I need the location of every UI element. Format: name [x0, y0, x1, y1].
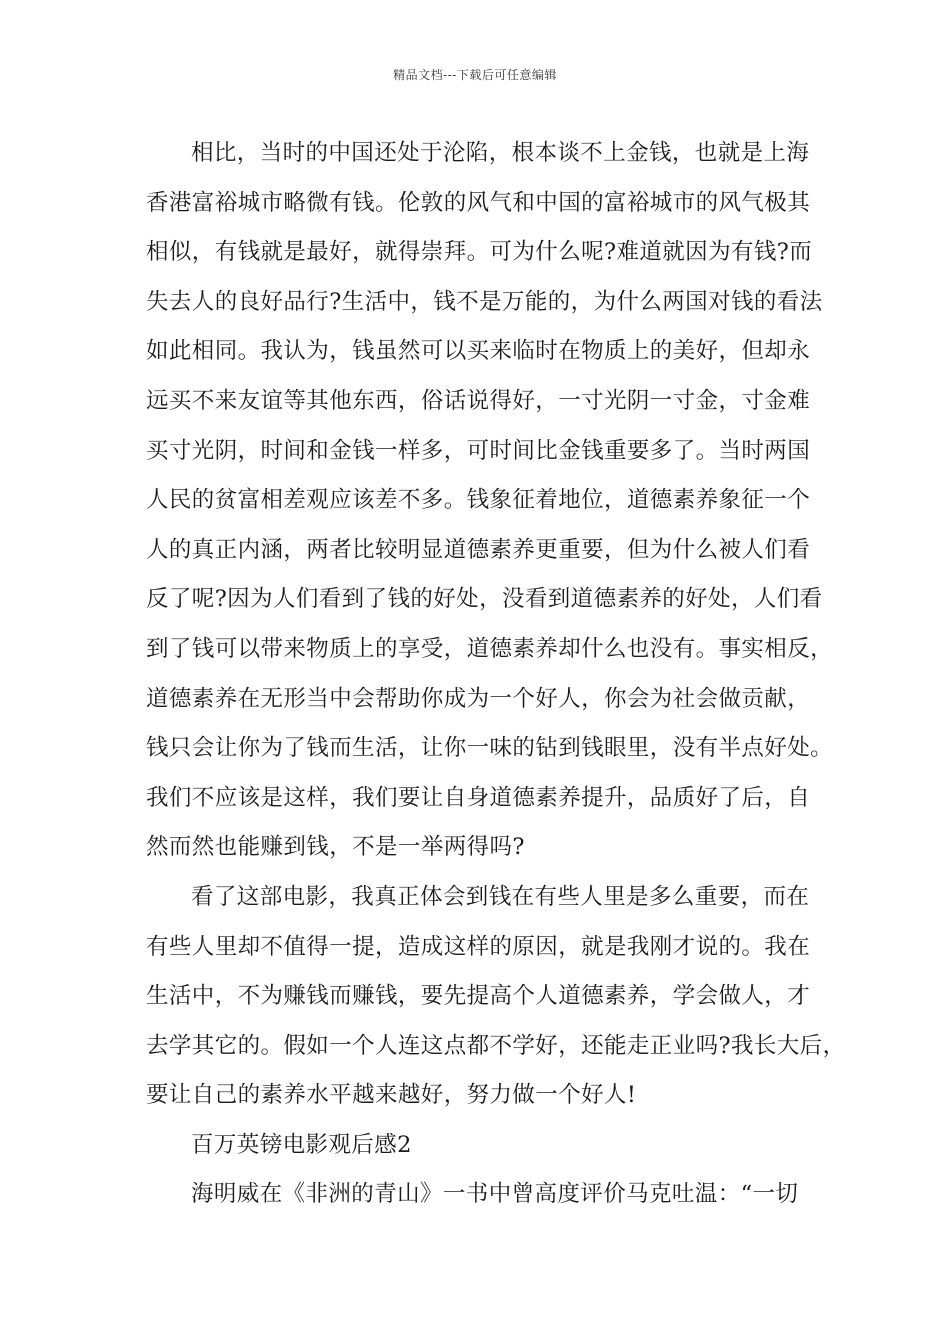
- paragraph-line: 看了这部电影，我真正体会到钱在有些人里是多么重要，而在: [191, 883, 810, 910]
- paragraph-line: 生活中，不为赚钱而赚钱，要先提高个人道德素养，学会做人，才: [146, 983, 811, 1010]
- paragraph-line: 道德素养在无形当中会帮助你成为一个好人，你会为社会做贡献，: [146, 685, 811, 712]
- paragraph-line: 香港富裕城市略微有钱。伦敦的风气和中国的富裕城市的风气极其: [146, 189, 811, 216]
- paragraph-line: 远买不来友谊等其他东西，俗话说得好，一寸光阴一寸金，寸金难: [146, 387, 811, 414]
- paragraph-line: 要让自己的素养水平越来越好，努力做一个好人!: [146, 1082, 637, 1109]
- paragraph-line: 去学其它的。假如一个人连这点都不学好，还能走正业吗?我长大后，: [146, 1032, 846, 1059]
- paragraph-line: 如此相同。我认为，钱虽然可以买来临时在物质上的美好，但却永: [146, 338, 811, 365]
- page-header: 精品文档---下载后可任意编辑: [393, 68, 557, 82]
- paragraph-line: 人的真正内涵，两者比较明显道德素养更重要，但为什么被人们看: [146, 536, 811, 563]
- paragraph-line: 反了呢?因为人们看到了钱的好处，没看到道德素养的好处，人们看: [146, 586, 823, 613]
- paragraph-line: 有些人里却不值得一提，造成这样的原因，就是我刚才说的。我在: [146, 933, 811, 960]
- paragraph-line: 我们不应该是这样，我们要让自身道德素养提升，品质好了后，自: [146, 784, 811, 811]
- paragraph-line: 然而然也能赚到钱，不是一举两得吗?: [146, 834, 525, 861]
- paragraph-line: 钱只会让你为了钱而生活，让你一味的钻到钱眼里，没有半点好处。: [146, 735, 834, 762]
- paragraph-line: 海明威在《非洲的青山》一书中曾高度评价马克吐温：“一切: [191, 1181, 799, 1208]
- paragraph-line: 人民的贫富相差观应该差不多。钱象征着地位，道德素养象征一个: [146, 487, 811, 514]
- section-heading: 百万英镑电影观后感2: [191, 1131, 412, 1158]
- paragraph-line: 相比，当时的中国还处于沦陷，根本谈不上金钱，也就是上海: [191, 140, 810, 166]
- paragraph-line: 失去人的良好品行?生活中，钱不是万能的，为什么两国对钱的看法: [146, 288, 823, 315]
- paragraph-line: 买寸光阴，时间和金钱一样多，可时间比金钱重要多了。当时两国: [146, 437, 811, 464]
- paragraph-line: 相似，有钱就是最好，就得崇拜。可为什么呢?难道就因为有钱?而: [146, 239, 813, 266]
- body-text: [146, 129, 846, 1220]
- paragraph-line: 到了钱可以带来物质上的享受，道德素养却什么也没有。事实相反，: [146, 635, 834, 662]
